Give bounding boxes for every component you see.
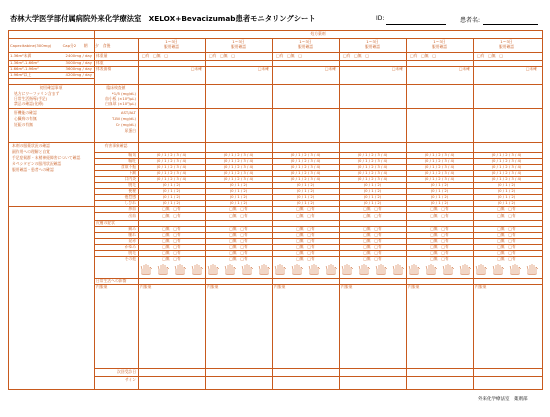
col-1-daily-item[interactable]: 内服薬 bbox=[140, 284, 152, 289]
hand-icon bbox=[442, 263, 455, 275]
col-6-skin-2[interactable]: □無 □有 bbox=[497, 232, 516, 237]
lab-header-2: 血小板 (×10⁴/μL) bbox=[105, 96, 136, 101]
hand-icon bbox=[308, 263, 321, 275]
col-4-check-none[interactable]: □未確 bbox=[391, 66, 403, 71]
col-3-grade-6[interactable]: (0 / 1 / 2) bbox=[296, 182, 315, 187]
col-5-skin-3[interactable]: □無 □有 bbox=[430, 238, 449, 243]
col-5-body-check[interactable]: □有 □無 □ bbox=[410, 53, 436, 58]
col-3-grade-2[interactable]: (0 / 1 / 2 / 3 / 4) bbox=[290, 158, 321, 163]
col-3-cycle-sub: 服用確認 bbox=[297, 44, 314, 49]
col-5-grade-3[interactable]: (0 / 1 / 2 / 3 / 4) bbox=[424, 164, 455, 169]
col-5-grade-4[interactable]: (0 / 1 / 2 / 3 / 4) bbox=[424, 170, 455, 175]
col-1-grade-6[interactable]: (0 / 1 / 2) bbox=[162, 182, 181, 187]
col-6-grade-5[interactable]: (0 / 1 / 2 / 3 / 4) bbox=[491, 176, 522, 181]
patient-label: 患者名: bbox=[460, 17, 481, 24]
col-4-skin-6[interactable]: □無 □有 bbox=[363, 256, 382, 261]
col-1-grade-8[interactable]: (0 / 1 / 2) bbox=[162, 194, 181, 199]
footer: 外来化学療法室 薬剤部 bbox=[478, 397, 528, 402]
col-2-grade-7[interactable]: (0 / 1 / 2) bbox=[229, 188, 248, 193]
hand-icon bbox=[341, 263, 354, 275]
col-6-grade-9[interactable]: (0 / 1 / 2) bbox=[497, 200, 516, 205]
col-6-check-none[interactable]: □未確 bbox=[525, 66, 537, 71]
ae-label-8: 倦怠感 bbox=[124, 194, 136, 199]
col-1-skin-6[interactable]: □無 □有 bbox=[162, 256, 181, 261]
dose-line: Capecitabine(300mg) Cap分2 朝 夕 食後 bbox=[10, 43, 111, 48]
dose-row-3-dose: 3600mg / day bbox=[65, 66, 92, 71]
col-3-skin-1[interactable]: □無 □有 bbox=[296, 226, 315, 231]
col-5-grade-5[interactable]: (0 / 1 / 2 / 3 / 4) bbox=[424, 176, 455, 181]
col-5-skin-5[interactable]: □無 □有 bbox=[430, 250, 449, 255]
col-2-grade-8[interactable]: (0 / 1 / 2) bbox=[229, 194, 248, 199]
dose-row-2-dose: 3000mg / day bbox=[65, 60, 92, 65]
hand-icon bbox=[207, 263, 220, 275]
hand-icon bbox=[274, 263, 287, 275]
col-6-cycle-sub: 服用確認 bbox=[498, 44, 515, 49]
section-ae: 有害事象確認 bbox=[104, 143, 128, 148]
next-visit-label: 次回受診日 bbox=[117, 369, 136, 374]
col-6-cycle: 1〜3日 bbox=[500, 39, 513, 44]
col-2-skin-2[interactable]: □無 □有 bbox=[229, 232, 248, 237]
skin-label-4: かゆみ bbox=[124, 244, 136, 249]
col-2-grade-3[interactable]: (0 / 1 / 2 / 3 / 4) bbox=[223, 164, 254, 169]
lab-header-6: Cr (mg/dL) bbox=[115, 122, 136, 127]
col-5-grade-1[interactable]: (0 / 1 / 2 / 3 / 4) bbox=[424, 152, 455, 157]
col-6-grade-8[interactable]: (0 / 1 / 2) bbox=[497, 194, 516, 199]
note-2: 副作用への理解と自覚 bbox=[12, 149, 50, 154]
col-1-grade-5[interactable]: (0 / 1 / 2 / 3 / 4) bbox=[156, 176, 187, 181]
ae-label-3: 食欲不振 bbox=[120, 164, 136, 169]
hand-icon bbox=[509, 263, 522, 275]
col-5-hand-diagram[interactable] bbox=[406, 263, 473, 275]
col-3-ae-check-2[interactable]: □無 □有 bbox=[296, 213, 315, 218]
col-2-ae-check-1[interactable]: □無 □有 bbox=[229, 206, 248, 211]
col-6-ae-check-1[interactable]: □無 □有 bbox=[497, 206, 516, 211]
hand-icon bbox=[526, 263, 539, 275]
col-6-hand-diagram[interactable] bbox=[473, 263, 540, 275]
col-6-skin-4[interactable]: □無 □有 bbox=[497, 244, 516, 249]
section-daily: 日常生活への影響 bbox=[96, 278, 127, 283]
hand-icon bbox=[157, 263, 170, 275]
col-2-ae-check-2[interactable]: □無 □有 bbox=[229, 213, 248, 218]
dose-row-3-bsa: 1.66m²-1.96m² bbox=[10, 66, 39, 71]
col-3-skin-6[interactable]: □無 □有 bbox=[296, 256, 315, 261]
col-1-grade-3[interactable]: (0 / 1 / 2 / 3 / 4) bbox=[156, 164, 187, 169]
ae-check-label-2: 出血 bbox=[128, 213, 136, 218]
col-2-grade-1[interactable]: (0 / 1 / 2 / 3 / 4) bbox=[223, 152, 254, 157]
col-6-grade-1[interactable]: (0 / 1 / 2 / 3 / 4) bbox=[491, 152, 522, 157]
col-4-grade-8[interactable]: (0 / 1 / 2) bbox=[363, 194, 382, 199]
col-6-grade-7[interactable]: (0 / 1 / 2) bbox=[497, 188, 516, 193]
ae-label-4: 下痢 bbox=[128, 170, 136, 175]
col-6-ae-check-2[interactable]: □無 □有 bbox=[497, 213, 516, 218]
lab-header-7: 尿蛋白 bbox=[124, 128, 136, 133]
hand-icon bbox=[325, 263, 338, 275]
hand-icon bbox=[241, 263, 254, 275]
col-5-daily-item[interactable]: 内服薬 bbox=[408, 284, 420, 289]
col-1-ae-check-1[interactable]: □無 □有 bbox=[162, 206, 181, 211]
col-5-skin-2[interactable]: □無 □有 bbox=[430, 232, 449, 237]
col-4-ae-check-1[interactable]: □無 □有 bbox=[363, 206, 382, 211]
note-3: 手足症候群・末梢神経障害について確認 bbox=[12, 155, 81, 160]
dose-row-2-bsa: 1.36m²-1.66m² bbox=[10, 60, 39, 65]
col-6-skin-3[interactable]: □無 □有 bbox=[497, 238, 516, 243]
col-1-skin-5[interactable]: □無 □有 bbox=[162, 250, 181, 255]
section-skin: 皮膚の症状 bbox=[96, 220, 115, 225]
col-6-skin-1[interactable]: □無 □有 bbox=[497, 226, 516, 231]
col-3-grade-3[interactable]: (0 / 1 / 2 / 3 / 4) bbox=[290, 164, 321, 169]
initial-item-4: 肝機能の確認 bbox=[14, 110, 37, 115]
col-1-grade-4[interactable]: (0 / 1 / 2 / 3 / 4) bbox=[156, 170, 187, 175]
hand-icon bbox=[258, 263, 271, 275]
col-4-grade-9[interactable]: (0 / 1 / 2) bbox=[363, 200, 382, 205]
col-4-body-check[interactable]: □有 □無 □ bbox=[343, 53, 369, 58]
dose-row-1-bsa: 1.36m²未満 bbox=[10, 53, 32, 58]
col-5-ae-check-1[interactable]: □無 □有 bbox=[430, 206, 449, 211]
dose-row-1-dose: 2400mg / day bbox=[65, 53, 92, 58]
col-2-daily-item[interactable]: 内服薬 bbox=[207, 284, 219, 289]
col-5-grade-9[interactable]: (0 / 1 / 2) bbox=[430, 200, 449, 205]
hand-icon bbox=[425, 263, 438, 275]
col-2-cycle-sub: 服用確認 bbox=[230, 44, 247, 49]
col-3-skin-3[interactable]: □無 □有 bbox=[296, 238, 315, 243]
col-1-skin-2[interactable]: □無 □有 bbox=[162, 232, 181, 237]
page-title: 杏林大学医学部付属病院外来化学療法室 XELOX+Bevacizumab患者モニタリングシート bbox=[10, 14, 316, 23]
col-3-skin-2[interactable]: □無 □有 bbox=[296, 232, 315, 237]
col-5-cycle-sub: 服用確認 bbox=[431, 44, 448, 49]
hand-icon bbox=[291, 263, 304, 275]
col-2-skin-6[interactable]: □無 □有 bbox=[229, 256, 248, 261]
section-initial-check: 初回確認事項 bbox=[39, 85, 63, 90]
col-3-check-none[interactable]: □未確 bbox=[324, 66, 336, 71]
col-4-grade-5[interactable]: (0 / 1 / 2 / 3 / 4) bbox=[357, 176, 388, 181]
weight-label: 体重量 bbox=[96, 53, 108, 58]
ae-check-label-1: 鼻血 bbox=[128, 206, 136, 211]
col-6-grade-3[interactable]: (0 / 1 / 2 / 3 / 4) bbox=[491, 164, 522, 169]
col-3-grade-8[interactable]: (0 / 1 / 2) bbox=[296, 194, 315, 199]
col-2-grade-2[interactable]: (0 / 1 / 2 / 3 / 4) bbox=[223, 158, 254, 163]
col-1-cycle: 1〜3日 bbox=[165, 39, 178, 44]
monitoring-sheet bbox=[8, 30, 542, 390]
col-4-ae-check-2[interactable]: □無 □有 bbox=[363, 213, 382, 218]
note-4: カペシタビンの服用状況確認 bbox=[12, 161, 62, 166]
col-6-skin-5[interactable]: □無 □有 bbox=[497, 250, 516, 255]
patient-field[interactable] bbox=[483, 24, 538, 25]
ae-label-2: 嘔吐 bbox=[128, 158, 136, 163]
initial-item-5: 心臓病の有無 bbox=[14, 116, 37, 121]
hand-icon bbox=[375, 263, 388, 275]
col-1-cycle-sub: 服用確認 bbox=[163, 44, 180, 49]
col-5-skin-4[interactable]: □無 □有 bbox=[430, 244, 449, 249]
col-4-cycle-sub: 服用確認 bbox=[364, 44, 381, 49]
col-5-check-none[interactable]: □未確 bbox=[458, 66, 470, 71]
col-1-check-none[interactable]: □未確 bbox=[190, 66, 202, 71]
col-2-grade-5[interactable]: (0 / 1 / 2 / 3 / 4) bbox=[223, 176, 254, 181]
col-5-grade-6[interactable]: (0 / 1 / 2) bbox=[430, 182, 449, 187]
col-3-grade-7[interactable]: (0 / 1 / 2) bbox=[296, 188, 315, 193]
initial-item-6: 妊娠の有無 bbox=[14, 122, 33, 127]
col-5-grade-7[interactable]: (0 / 1 / 2) bbox=[430, 188, 449, 193]
ae-label-5: 口内炎 bbox=[124, 176, 136, 181]
col-1-skin-1[interactable]: □無 □有 bbox=[162, 226, 181, 231]
col-3-skin-4[interactable]: □無 □有 bbox=[296, 244, 315, 249]
col-2-hand-diagram[interactable] bbox=[205, 263, 272, 275]
ae-label-1: 嘔気 bbox=[128, 152, 136, 157]
col-2-skin-3[interactable]: □無 □有 bbox=[229, 238, 248, 243]
col-4-grade-2[interactable]: (0 / 1 / 2 / 3 / 4) bbox=[357, 158, 388, 163]
col-6-grade-4[interactable]: (0 / 1 / 2 / 3 / 4) bbox=[491, 170, 522, 175]
daily-item: 内服薬 bbox=[96, 284, 108, 289]
col-2-skin-5[interactable]: □無 □有 bbox=[229, 250, 248, 255]
col-1-ae-check-2[interactable]: □無 □有 bbox=[162, 213, 181, 218]
hand-icon bbox=[492, 263, 505, 275]
col-2-grade-9[interactable]: (0 / 1 / 2) bbox=[229, 200, 248, 205]
col-4-grade-4[interactable]: (0 / 1 / 2 / 3 / 4) bbox=[357, 170, 388, 175]
col-3-grade-9[interactable]: (0 / 1 / 2) bbox=[296, 200, 315, 205]
bsa-label: 体表面積 bbox=[96, 66, 112, 71]
col-5-skin-6[interactable]: □無 □有 bbox=[430, 256, 449, 261]
initial-item-3: 禁忌の確認(化療) bbox=[14, 101, 44, 106]
col-3-skin-5[interactable]: □無 □有 bbox=[296, 250, 315, 255]
hand-icon bbox=[140, 263, 153, 275]
col-6-grade-6[interactable]: (0 / 1 / 2) bbox=[497, 182, 516, 187]
initial-item-1: 処方にワーファリン含まず bbox=[14, 91, 60, 96]
lab-header-5: T-Bil (mg/dL) bbox=[111, 116, 136, 121]
col-5-grade-8[interactable]: (0 / 1 / 2) bbox=[430, 194, 449, 199]
hand-icon bbox=[392, 263, 405, 275]
skin-label-6: その他 bbox=[124, 256, 136, 261]
regimen-heading: 処方薬剤 bbox=[310, 31, 326, 36]
note-1: 本剤の服薬状況の確認 bbox=[12, 143, 50, 148]
col-6-skin-6[interactable]: □無 □有 bbox=[497, 256, 516, 261]
col-2-body-check[interactable]: □有 □無 □ bbox=[209, 53, 235, 58]
sign-label: サイン bbox=[124, 377, 136, 382]
hand-icon bbox=[191, 263, 204, 275]
col-5-cycle: 1〜3日 bbox=[433, 39, 446, 44]
col-1-skin-4[interactable]: □無 □有 bbox=[162, 244, 181, 249]
col-3-grade-4[interactable]: (0 / 1 / 2 / 3 / 4) bbox=[290, 170, 321, 175]
col-3-cycle: 1〜3日 bbox=[299, 39, 312, 44]
col-3-daily-item[interactable]: 内服薬 bbox=[274, 284, 286, 289]
id-label: ID: bbox=[376, 15, 385, 22]
dose-row-4-dose: 4200mg / day bbox=[65, 72, 92, 77]
col-4-grade-1[interactable]: (0 / 1 / 2 / 3 / 4) bbox=[357, 152, 388, 157]
hand-icon bbox=[174, 263, 187, 275]
col-4-skin-2[interactable]: □無 □有 bbox=[363, 232, 382, 237]
col-1-body-check[interactable]: □有 □無 □ bbox=[142, 53, 168, 58]
skin-label-1: 痛み bbox=[128, 226, 136, 231]
col-3-body-check[interactable]: □有 □無 □ bbox=[276, 53, 302, 58]
skin-label-2: 腫れ bbox=[128, 232, 136, 237]
col-2-skin-1[interactable]: □無 □有 bbox=[229, 226, 248, 231]
skin-label-5: 脱毛 bbox=[128, 250, 136, 255]
col-2-grade-6[interactable]: (0 / 1 / 2) bbox=[229, 182, 248, 187]
col-2-grade-4[interactable]: (0 / 1 / 2 / 3 / 4) bbox=[223, 170, 254, 175]
col-6-daily-item[interactable]: 内服薬 bbox=[475, 284, 487, 289]
col-4-grade-7[interactable]: (0 / 1 / 2) bbox=[363, 188, 382, 193]
col-4-hand-diagram[interactable] bbox=[339, 263, 406, 275]
ae-label-7: 便秘 bbox=[128, 188, 136, 193]
col-1-grade-7[interactable]: (0 / 1 / 2) bbox=[162, 188, 181, 193]
col-5-skin-1[interactable]: □無 □有 bbox=[430, 226, 449, 231]
col-4-skin-5[interactable]: □無 □有 bbox=[363, 250, 382, 255]
col-1-grade-9[interactable]: (0 / 1 / 2) bbox=[162, 200, 181, 205]
col-3-hand-diagram[interactable] bbox=[272, 263, 339, 275]
note-5: 服用確認・患者への確認 bbox=[12, 167, 54, 172]
lab-header-4: AST/ALT bbox=[120, 110, 136, 115]
col-3-grade-1[interactable]: (0 / 1 / 2 / 3 / 4) bbox=[290, 152, 321, 157]
col-4-skin-4[interactable]: □無 □有 bbox=[363, 244, 382, 249]
hand-icon bbox=[358, 263, 371, 275]
col-1-hand-diagram[interactable] bbox=[138, 263, 205, 275]
col-1-grade-1[interactable]: (0 / 1 / 2 / 3 / 4) bbox=[156, 152, 187, 157]
col-2-cycle: 1〜3日 bbox=[232, 39, 245, 44]
col-5-grade-2[interactable]: (0 / 1 / 2 / 3 / 4) bbox=[424, 158, 455, 163]
section-lab: 臨床検査値 bbox=[106, 85, 126, 90]
col-6-grade-2[interactable]: (0 / 1 / 2 / 3 / 4) bbox=[491, 158, 522, 163]
skin-label-3: 発赤 bbox=[128, 238, 136, 243]
id-field[interactable] bbox=[386, 24, 446, 25]
col-1-skin-3[interactable]: □無 □有 bbox=[162, 238, 181, 243]
wt-label: 体重 bbox=[96, 60, 104, 65]
hand-icon bbox=[459, 263, 472, 275]
dose-row-4-bsa: 1.96m²以上 bbox=[10, 72, 32, 77]
col-3-ae-check-1[interactable]: □無 □有 bbox=[296, 206, 315, 211]
hand-icon bbox=[475, 263, 488, 275]
ae-label-6: 脱毛 bbox=[128, 182, 136, 187]
col-3-grade-5[interactable]: (0 / 1 / 2 / 3 / 4) bbox=[290, 176, 321, 181]
col-4-grade-6[interactable]: (0 / 1 / 2) bbox=[363, 182, 382, 187]
hand-icon bbox=[408, 263, 421, 275]
ae-label-9: しびれ bbox=[124, 200, 136, 205]
col-5-ae-check-2[interactable]: □無 □有 bbox=[430, 213, 449, 218]
col-4-skin-1[interactable]: □無 □有 bbox=[363, 226, 382, 231]
hand-icon bbox=[224, 263, 237, 275]
col-6-body-check[interactable]: □有 □無 □ bbox=[477, 53, 503, 58]
col-1-grade-2[interactable]: (0 / 1 / 2 / 3 / 4) bbox=[156, 158, 187, 163]
lab-header-3: 白血球 (×10³/μL) bbox=[105, 101, 136, 106]
col-4-skin-3[interactable]: □無 □有 bbox=[363, 238, 382, 243]
col-2-skin-4[interactable]: □無 □有 bbox=[229, 244, 248, 249]
col-4-cycle: 1〜3日 bbox=[366, 39, 379, 44]
col-4-grade-3[interactable]: (0 / 1 / 2 / 3 / 4) bbox=[357, 164, 388, 169]
lab-header-1: *1/5 (mg/dL) bbox=[111, 91, 136, 96]
col-2-check-none[interactable]: □未確 bbox=[257, 66, 269, 71]
initial-item-2: 日常生活指導(手足) bbox=[14, 96, 48, 101]
col-4-daily-item[interactable]: 内服薬 bbox=[341, 284, 353, 289]
